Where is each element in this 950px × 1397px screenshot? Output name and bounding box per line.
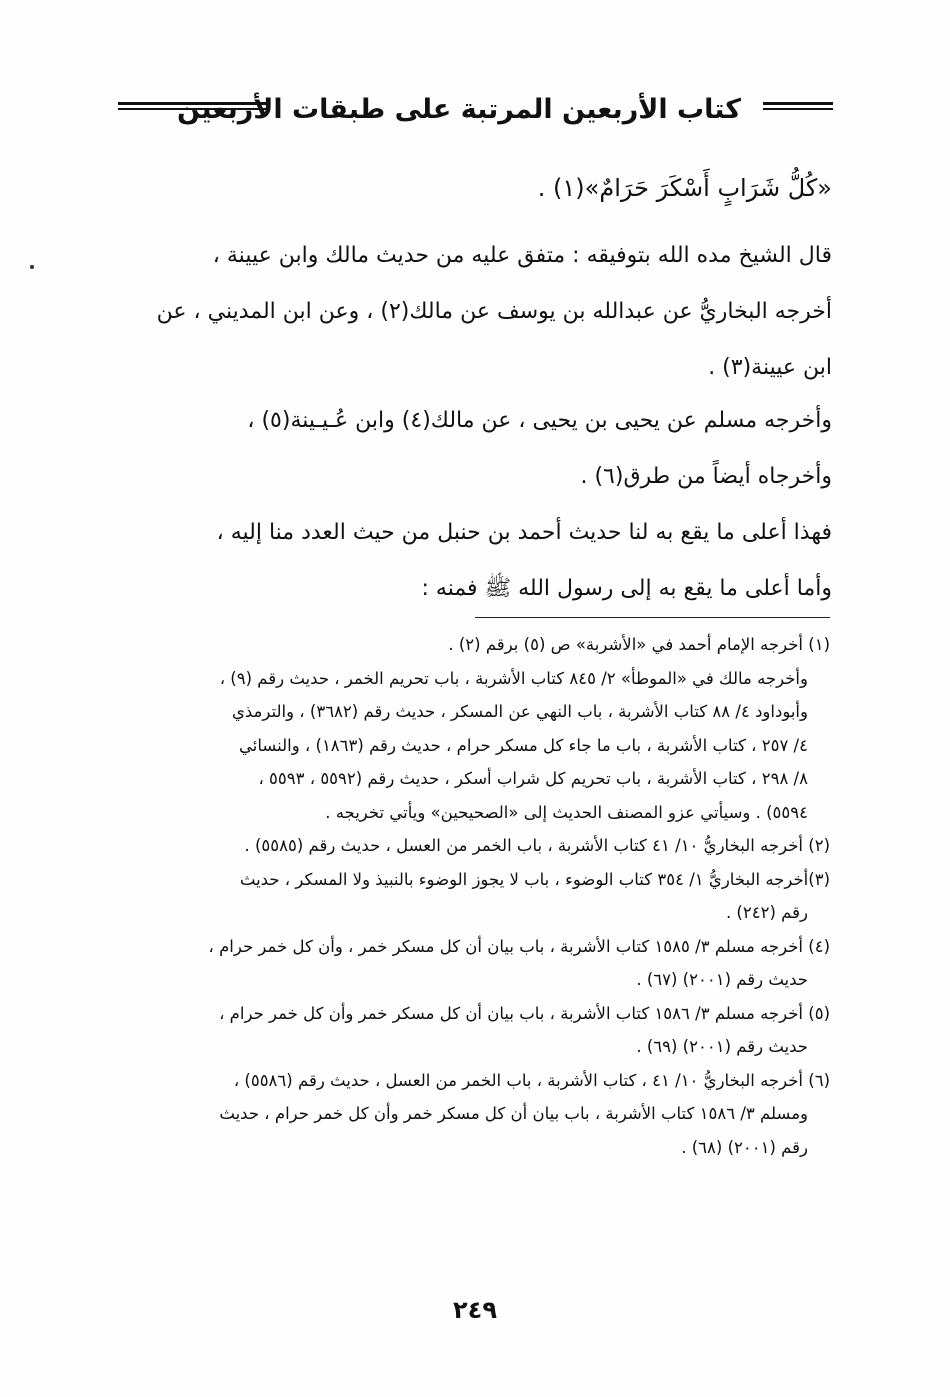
header-title: كتاب الأربعين المرتبة على طبقات الأربعين: [177, 94, 741, 125]
footnote-line: وأبوداود ٤/ ٨٨ كتاب الأشربة ، باب النهي عن المسكر ، حديث رقم (٣٦٨٢) ، والترمذي: [231, 702, 808, 721]
paragraph-line: قال الشيخ مده الله بتوفيقه : متفق عليه من حديث مالك وابن عيينة ،: [212, 243, 832, 268]
footnote-line: ٤/ ٢٥٧ ، كتاب الأشربة ، باب ما جاء كل مسكر حرام ، حديث رقم (١٨٦٣) ، والنسائي: [239, 735, 808, 755]
footnote-line: ٨/ ٢٩٨ ، كتاب الأشربة ، باب تحريم كل شراب أسكر ، حديث رقم (٥٥٩٢ ، ٥٥٩٣ ،: [258, 769, 808, 788]
hadith-line: «كُلُّ شَرَابٍ أَسْكَرَ حَرَامٌ»(١) .: [537, 174, 832, 202]
hadith-text: [120, 160, 832, 216]
footnote-line: حديث رقم (٢٠٠١) (٦٧) .: [636, 970, 808, 989]
paragraph-3: [120, 505, 832, 617]
footnote-line: (٦) أخرجه البخاريُّ ١٠/ ٤١ ، كتاب الأشربة ، باب الخمر من العسل ، حديث رقم (٥٥٨٦) ،: [233, 1070, 830, 1090]
running-header: [118, 92, 833, 132]
footnote-separator: [475, 617, 830, 618]
footnote-line: حديث رقم (٢٠٠١) (٦٩) .: [636, 1037, 808, 1056]
header-rule-right: [763, 102, 833, 110]
paragraph-line: وأخرجه مسلم عن يحيى بن يحيى ، عن مالك(٤) وابن عُـيـينة(٥) ،: [247, 408, 832, 433]
paragraph-line: أخرجه البخاريُّ عن عبدالله بن يوسف عن مالك(٢) ، وعن ابن المديني ، عن: [156, 299, 832, 324]
footnote-line: ومسلم ٣/ ١٥٨٦ كتاب الأشربة ، باب بيان أن كل مسكر خمر وأن كل خمر حرام ، حديث: [219, 1104, 808, 1123]
paragraph-1: [120, 228, 832, 396]
footnote-line: (٣)أخرجه البخاريُّ ١/ ٣٥٤ كتاب الوضوء ، باب لا يجوز الوضوء بالنبيذ ولا المسكر ، حديث: [239, 869, 830, 889]
footnote-line: وأخرجه مالك في «الموطأ» ٢/ ٨٤٥ كتاب الأشربة ، باب تحريم الخمر ، حديث رقم (٩) ،: [219, 668, 808, 688]
footnote-line: رقم (٢٤٢) .: [725, 903, 808, 922]
paragraph-line: وأما أعلى ما يقع به إلى رسول الله ﷺ فمنه :: [421, 576, 832, 601]
footnote-line: (٤) أخرجه مسلم ٣/ ١٥٨٥ كتاب الأشربة ، باب بيان أن كل مسكر خمر ، وأن كل خمر حرام ،: [208, 936, 830, 956]
paragraph-line: فهذا أعلى ما يقع به لنا حديث أحمد بن حنبل من حيث العدد منا إليه ،: [216, 520, 832, 545]
paragraph-line: ابن عيينة(٣) .: [708, 355, 832, 380]
footnote-line: (١) أخرجه الإمام أحمد في «الأشربة» ص (٥) برقم (٢) .: [448, 635, 830, 654]
footnote-line: (٢) أخرجه البخاريُّ ١٠/ ٤١ كتاب الأشربة ، باب الخمر من العسل ، حديث رقم (٥٥٨٥) .: [244, 836, 830, 855]
paragraph-line: وأخرجاه أيضاً من طرق(٦) .: [580, 464, 832, 489]
paragraph-2: [120, 393, 832, 505]
footnote-line: (٥) أخرجه مسلم ٣/ ١٥٨٦ كتاب الأشربة ، باب بيان أن كل مسكر خمر وأن كل خمر حرام ،: [219, 1003, 830, 1023]
footnotes: [118, 628, 830, 1164]
footnote-line: رقم (٢٠٠١) (٦٨) .: [681, 1137, 808, 1157]
margin-dot: [30, 265, 34, 269]
page-number: ٢٤٩: [453, 1296, 497, 1324]
footnote-line: ٥٥٩٤) . وسيأتي عزو المصنف الحديث إلى «الصحيحين» ويأتي تخريجه .: [325, 802, 808, 822]
